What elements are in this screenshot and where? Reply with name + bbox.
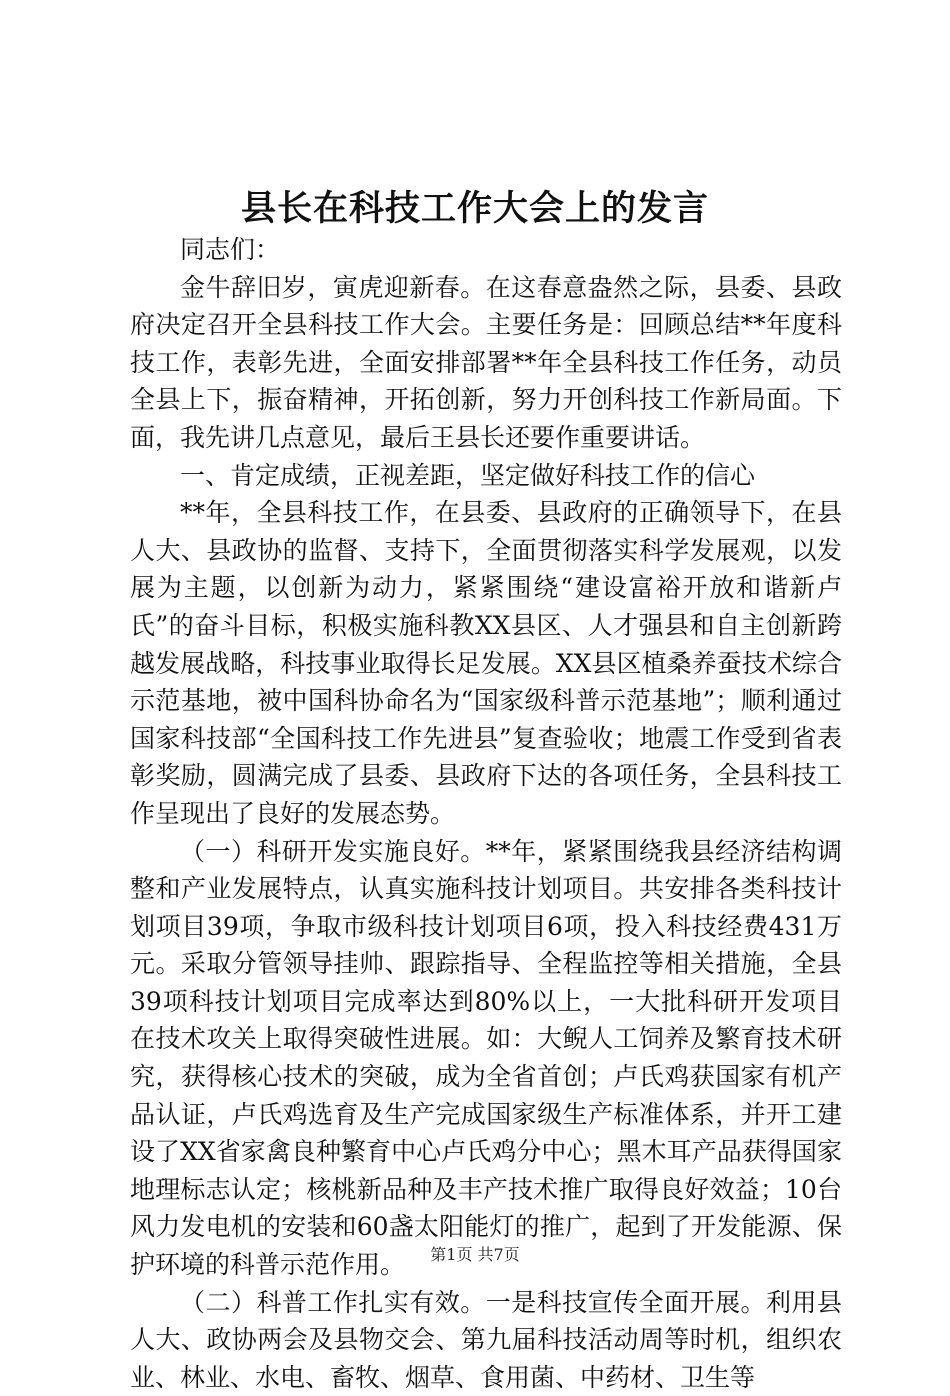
salutation-paragraph: 同志们： xyxy=(180,235,281,264)
page-footer: 第1页 共7页 xyxy=(430,1245,520,1264)
research-paragraph: （一）科研开发实施良好。**年，紧紧围绕我县经济结构调整和产业发展特点，认真实施科技计划项目。共安排各类科技计划项目39项，争取市级科技计划项目6项，投入科技经费431万元。采取分管领导挂帅、跟踪指导、全程监控等相关措施，全县39项科技计划项目完成率达到80%以上，一大批科研开发项目在技术攻关上取得突破性进展。如：大鲵人工饲养及繁育技术研究，获得核心技术的突破，成为全省首创；卢氏鸡获国家有机产品认证，卢氏鸡选育及生产完成国家级生产标准体系，并开工建设了XX省家禽良种繁育中心卢氏鸡分中心；黑木耳产品获得国家地理标志认定；核桃新品种及丰产技术推广取得良好效益；10台风力发电机的安装和60盏太阳能灯的推广，起到了开发能源、保护环境的科普示范作用。 xyxy=(130,836,842,1280)
section-heading-1: 一、肯定成绩，正视差距，坚定做好科技工作的信心 xyxy=(180,460,756,490)
document-body xyxy=(130,231,842,1396)
document-title: 县长在科技工作大会上的发言 xyxy=(240,188,709,229)
intro-paragraph: 金牛辞旧岁，寅虎迎新春。在这春意盎然之际，县委、县政府决定召开全县科技工作大会。主要任务是：回顾总结**年度科技工作，表彰先进，全面安排部署**年全县科技工作任务，动员全县上下，振奋精神，开拓创新，努力开创科技工作新局面。下面，我先讲几点意见，最后王县长还要作重要讲话。 xyxy=(130,272,842,452)
science-popularization-paragraph: （二）科普工作扎实有效。一是科技宣传全面开展。利用县人大、政协两会及县物交会、第九届科技活动周等时机，组织农业、林业、水电、畜牧、烟草、食用菌、中药材、卫生等 xyxy=(130,1287,842,1392)
achievements-paragraph: **年，全县科技工作，在县委、县政府的正确领导下，在县人大、县政协的监督、支持下，全面贯彻落实科学发展观，以发展为主题，以创新为动力，紧紧围绕“建设富裕开放和谐新卢氏”的奋斗目标，积极实施科教XX县区、人才强县和自主创新跨越发展战略，科技事业取得长足发展。XX县区植桑养蚕技术综合示范基地，被中国科协命名为“国家级科普示范基地”；顺利通过国家科技部“全国科技工作先进县”复查验收；地震工作受到省表彰奖励，圆满完成了县委、县政府下达的各项任务，全县科技工作呈现出了良好的发展态势。 xyxy=(130,498,842,828)
